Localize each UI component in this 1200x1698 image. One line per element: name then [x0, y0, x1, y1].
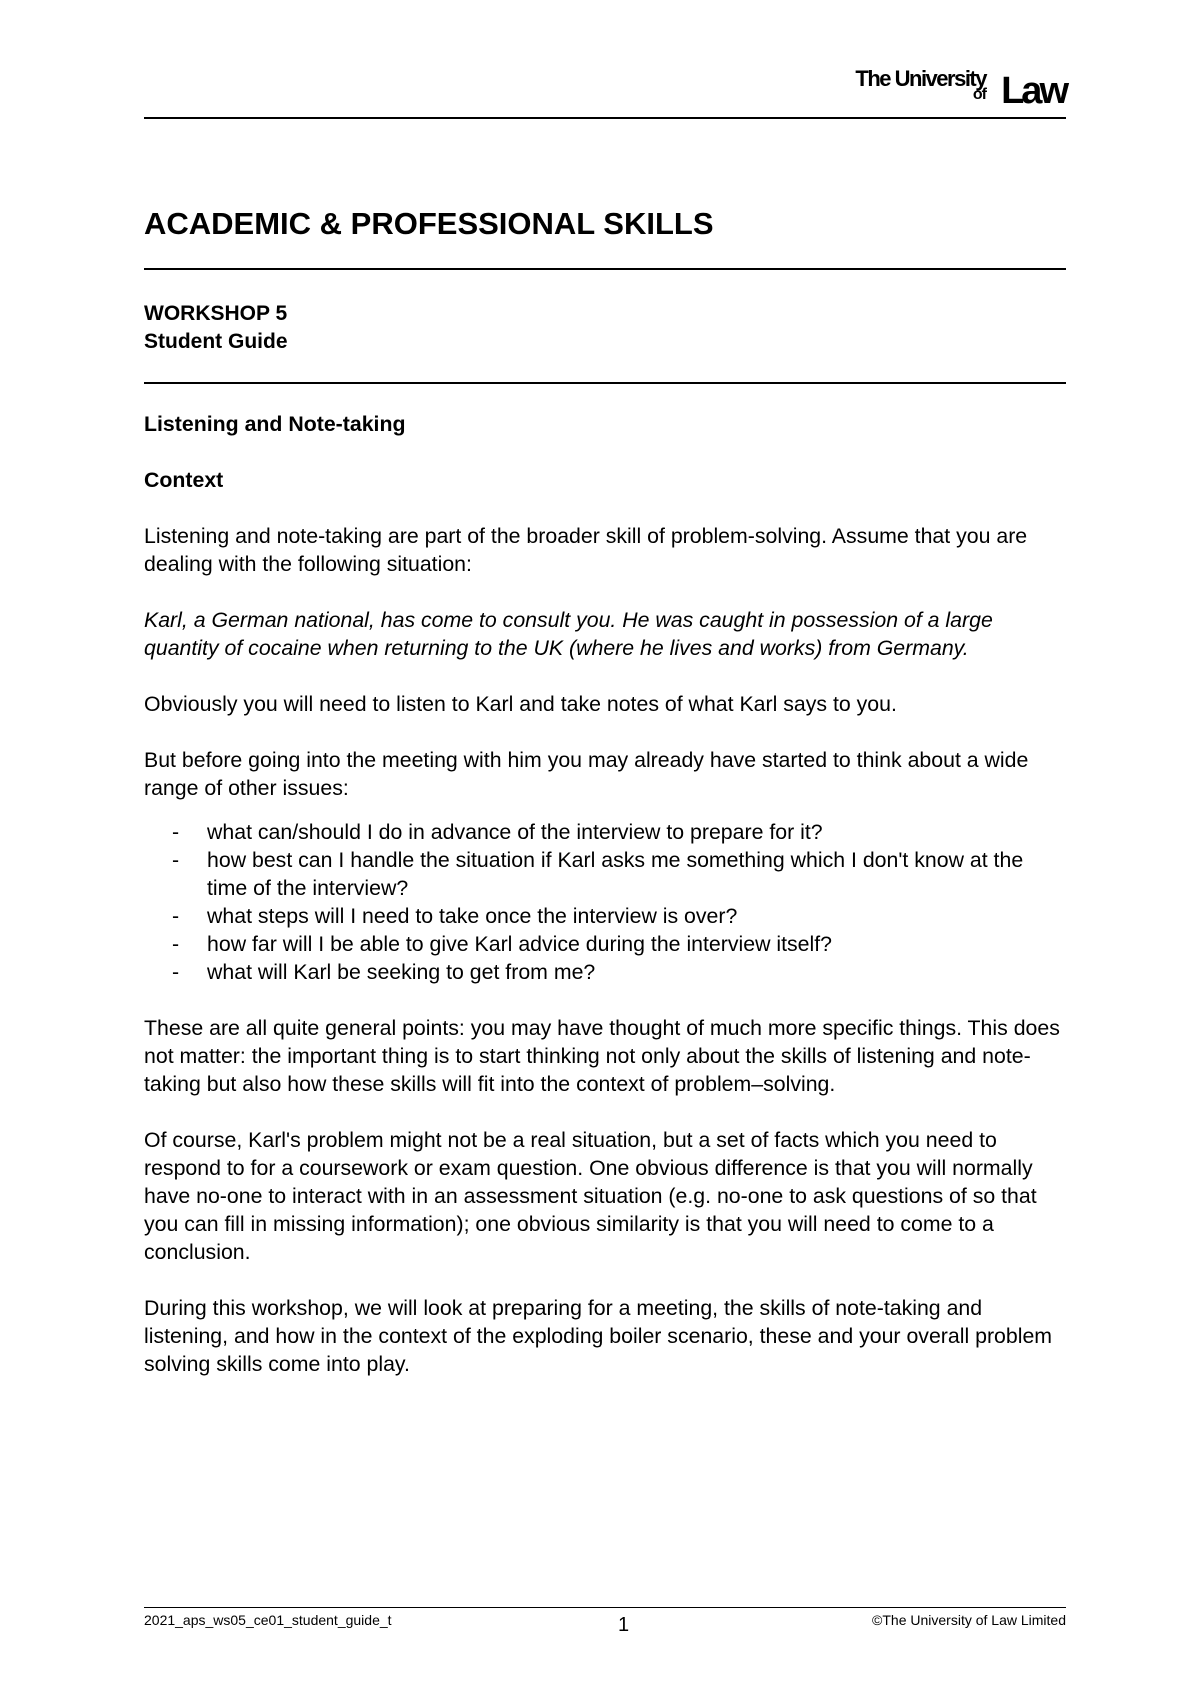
logo-line-of: of: [972, 86, 986, 103]
list-item-text: what can/should I do in advance of the interview to prepare for it?: [207, 820, 823, 844]
workshop-block: [144, 300, 288, 356]
list-item: [144, 902, 1068, 930]
paragraph-course: Of course, Karl's problem might not be a real situation, but a set of facts which you need to respond to for a coursework or exam question. One obvious difference is that you will normally have no-one to interact with in an assessment situation (e.g. no-one to ask questions of so that you can fill in missing information); one obvious similarity is that you will need to come to a conclusion.: [144, 1128, 1037, 1264]
document-body: [144, 410, 1068, 1406]
list-item-text: how far will I be able to give Karl advice during the interview itself?: [207, 932, 833, 956]
workshop-number: WORKSHOP 5: [144, 302, 288, 325]
list-item-text: what will Karl be seeking to get from me?: [207, 960, 596, 984]
list-item: [144, 930, 1068, 958]
bullet-dash: -: [172, 932, 180, 956]
workshop-subtitle: Student Guide: [144, 330, 288, 353]
logo-line-the-university: The University: [855, 66, 986, 91]
logo-line-law: Law: [1001, 70, 1066, 112]
paragraph-during: During this workshop, we will look at preparing for a meeting, the skills of note-taking and listening, and how in the context of the exploding boiler scenario, these and your overall problem solving skills come into play.: [144, 1296, 1053, 1376]
context-heading: Context: [144, 468, 224, 492]
footer-file-reference: 2021_aps_ws05_ce01_student_guide_t: [144, 1612, 392, 1628]
paragraph-listen: Obviously you will need to listen to Karl and take notes of what Karl says to you.: [144, 692, 897, 716]
footer-copyright: ©The University of Law Limited: [872, 1612, 1066, 1628]
bullet-dash: -: [172, 904, 180, 928]
footer-divider: [144, 1607, 1066, 1608]
list-item: [144, 818, 1068, 846]
footer-page-number: 1: [618, 1614, 630, 1636]
bullet-dash: -: [172, 820, 180, 844]
list-item: [144, 846, 1068, 902]
section-title: Listening and Note-taking: [144, 412, 406, 436]
issues-list: [144, 818, 1068, 986]
document-title: ACADEMIC & PROFESSIONAL SKILLS: [144, 206, 714, 241]
title-divider: [144, 268, 1066, 270]
list-item: [144, 958, 1068, 986]
workshop-divider: [144, 382, 1066, 384]
bullet-dash: -: [172, 848, 180, 872]
paragraph-before: But before going into the meeting with him you may already have started to think about a wide range of other issues:: [144, 748, 1029, 800]
paragraph-general: These are all quite general points: you may have thought of much more specific things. This does not matter: the important thing is to start thinking not only about the skills of listening and note-taking but also how these skills will fit into the context of problem–solving.: [144, 1016, 1060, 1096]
paragraph-intro: Listening and note-taking are part of the broader skill of problem-solving. Assume that you are dealing with the following situation:: [144, 524, 1028, 576]
header-divider: [144, 117, 1066, 119]
bullet-dash: -: [172, 960, 180, 984]
paragraph-scenario: Karl, a German national, has come to consult you. He was caught in possession of a large quantity of cocaine when returning to the UK (where he lives and works) from Germany.: [144, 608, 993, 660]
list-item-text: what steps will I need to take once the interview is over?: [207, 904, 738, 928]
list-item-text: how best can I handle the situation if Karl asks me something which I don't know at the time of the interview?: [207, 848, 1024, 900]
university-of-law-logo: [846, 64, 1066, 110]
